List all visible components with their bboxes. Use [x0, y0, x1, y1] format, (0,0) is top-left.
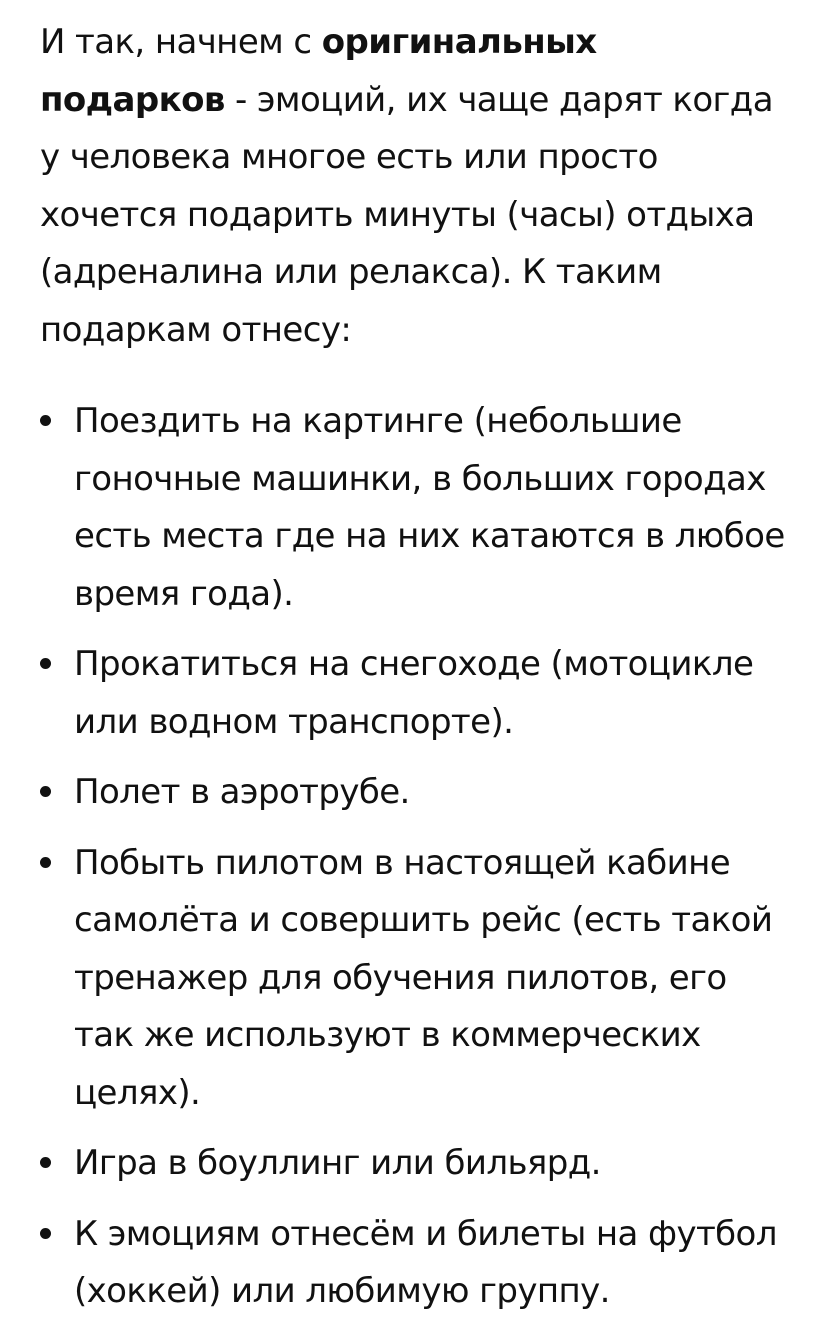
list-item-text: Игра в боуллинг или бильярд. [74, 1143, 601, 1183]
list-item [40, 764, 788, 822]
list-item [40, 1135, 788, 1193]
list-item-text: Прокатиться на снегоходе (мотоцикле или водном транспорте). [74, 644, 754, 742]
gift-list [40, 393, 788, 1321]
list-item [40, 1206, 788, 1321]
list-item-text: Полет в аэротрубе. [74, 772, 410, 812]
intro-bold-phrase: оригинальных подарков [40, 22, 597, 120]
bullet-icon [40, 857, 51, 868]
list-item [40, 636, 788, 751]
bullet-icon [40, 1157, 51, 1168]
intro-paragraph [40, 14, 788, 359]
list-item-text: К эмоциям отнесём и билеты на футбол (хоккей) или любимую группу. [74, 1213, 777, 1311]
intro-prefix: И так, начнем с [40, 22, 322, 62]
bullet-icon [40, 1228, 51, 1239]
bullet-icon [40, 415, 51, 426]
list-item-text: Поездить на картинге (небольшие гоночные машинки, в больших городах есть места где на них катаются в любое время года). [74, 401, 785, 614]
bullet-icon [40, 786, 51, 797]
intro-suffix: - эмоций, их чаще дарят когда у человека многое есть или просто хочется подарить минуты (часы) отдыха (адреналина или релакса). К таким подаркам отнесу: [40, 79, 773, 350]
list-item [40, 835, 788, 1123]
list-item [40, 393, 788, 623]
bullet-icon [40, 658, 51, 669]
list-item-text: Побыть пилотом в настоящей кабине самолёта и совершить рейс (есть такой тренажер для обучения пилотов, его так же используют в коммерческих целях). [74, 842, 773, 1113]
